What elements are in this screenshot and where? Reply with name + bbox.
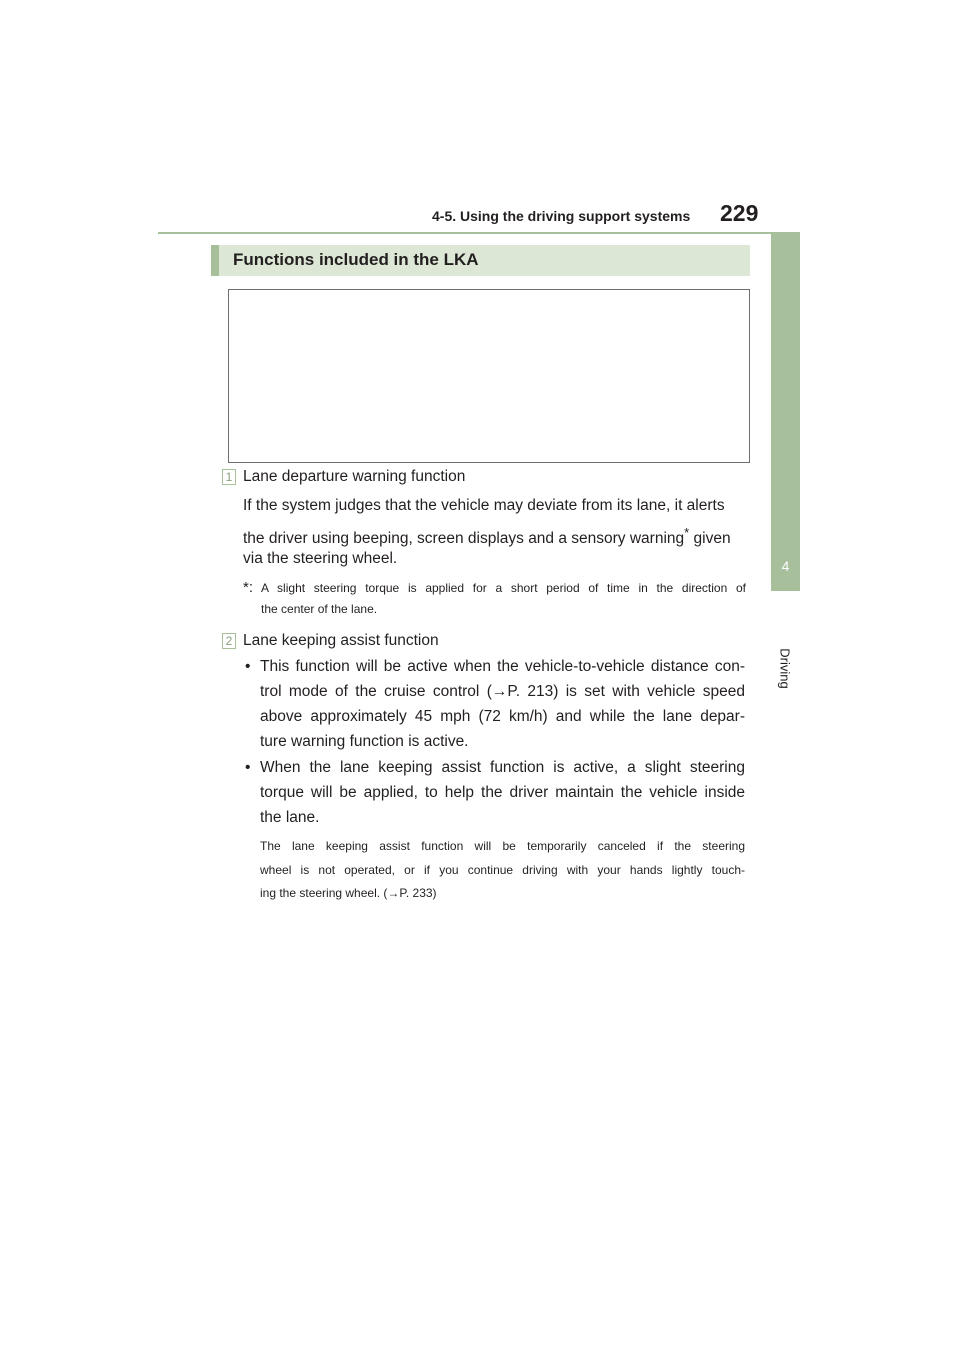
bullet-line: the lane. [260,809,320,826]
header-section-title: 4-5. Using the driving support systems [432,208,691,224]
note-line: wheel is not operated, or if you continue driving with your hands lightly touch- [260,863,745,877]
footnote-line: the center of the lane. [261,602,378,616]
note-line: The lane keeping assist function will be temporarily canceled if the steering [260,839,745,853]
paragraph-line: If the system judges that the vehicle may deviate from its lane, it alerts [243,497,725,514]
bullet-mark: • [245,759,251,776]
bullet-line: torque will be applied, to help the driver maintain the vehicle inside [260,784,745,801]
footnote-mark: *: [243,579,254,596]
asterisk-mark: * [684,525,690,540]
paragraph-line-text: the driver using beeping, screen displays and a sensory warning [243,530,685,548]
bullet-line: When the lane keeping assist function is active, a slight steering [260,759,745,776]
paragraph-line: via the steering wheel. [243,550,398,567]
bullet-line: trol mode of the cruise control (→P. 213) is set with vehicle speed [260,683,745,700]
bullet-line: This function will be active when the vehicle-to-vehicle distance con- [260,658,745,675]
section-title-bar [211,245,750,276]
header-rule [158,232,800,234]
footnote-line: A slight steering torque is applied for a short period of time in the direction of [261,581,746,595]
bullet-line: above approximately 45 mph (72 km/h) and while the lane depar- [260,708,745,725]
chapter-number: 4 [781,558,790,574]
bullet-line: ture warning function is active. [260,733,469,750]
item-heading: Lane departure warning function [243,468,466,485]
note-line: ing the steering wheel. (→P. 233) [260,886,437,900]
bullet-mark: • [245,658,251,675]
paragraph-line-tail: given [689,530,731,548]
chapter-side-tab [771,234,800,591]
chapter-label-text: Driving [777,647,793,689]
chapter-label [767,638,803,698]
page-number: 229 [720,200,759,226]
item-number-badge: 1 [222,469,236,485]
section-title: Functions included in the LKA [233,250,479,269]
illustration-frame [228,289,750,463]
item-heading: Lane keeping assist function [243,632,439,649]
item-number-badge: 2 [222,633,236,649]
